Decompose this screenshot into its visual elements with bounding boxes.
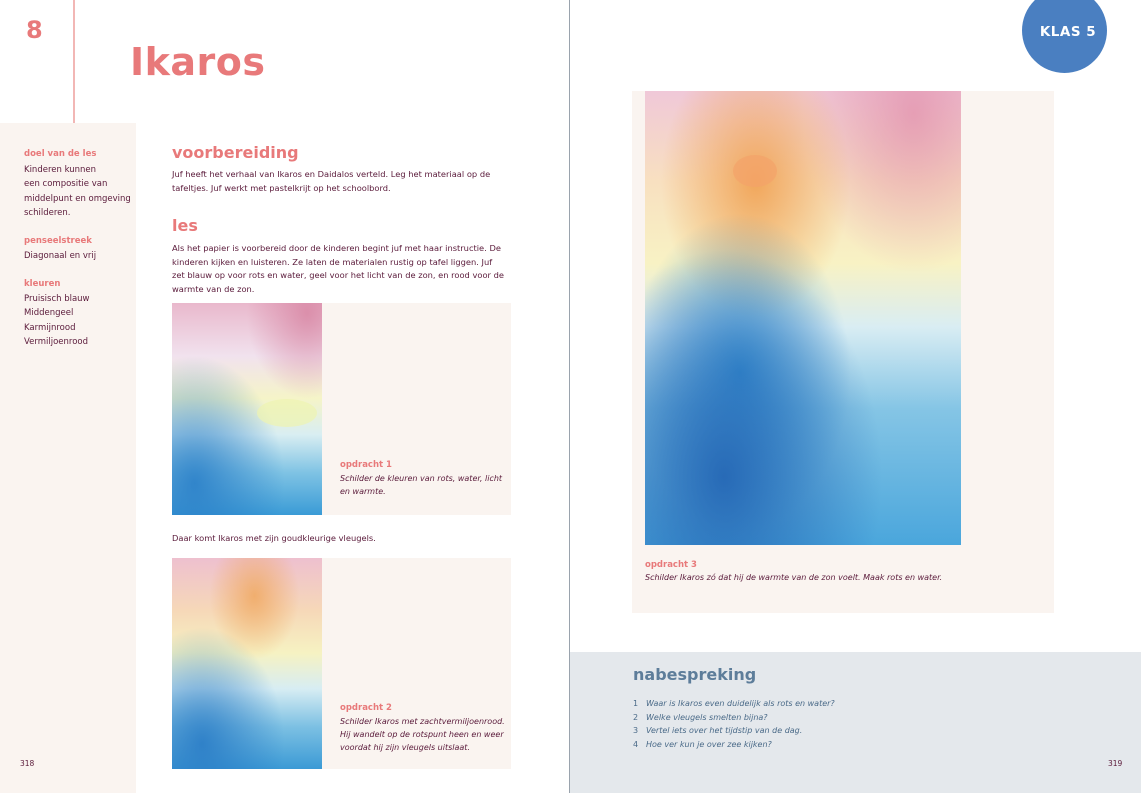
review-question: 3 Vertel iets over het tijdstip van de dag. [633, 726, 803, 735]
chapter-number: 8 [26, 16, 43, 44]
lesson-text: Als het papier is voorbereid door de kinderen begint juf met haar instructie. De kinderen kijken en luisteren. Ze laten de materialen rustig op tafel liggen. Juf zet blauw op voor rots en water, geel voor het licht van de zon, en rood voor de warmte van de zon. [172, 243, 504, 294]
assignment-2-figure [172, 558, 511, 769]
colors-list: Pruisisch blauw Middengeel Karmijnrood Vermiljoenrood [24, 294, 90, 348]
review-heading: nabespreking [633, 665, 757, 684]
watercolor-painting-2 [172, 558, 322, 769]
left-page-number: 318 [20, 759, 35, 768]
goal-text: Kinderen kunnen een compositie van middelpunt en omgeving schilderen. [24, 165, 131, 219]
goal-heading: doel van de les [24, 149, 97, 159]
right-page-number: 319 [1108, 759, 1123, 768]
assignment-3-text: Schilder Ikaros zó dat hij de warmte van de zon voelt. Maak rots en water. [645, 573, 943, 582]
review-question-list [633, 697, 835, 751]
lesson-sidebar [0, 123, 136, 793]
preparation-text: Juf heeft het verhaal van Ikaros en Daidalos verteld. Leg het materiaal op de tafeltjes. Juf werkt met pastelkrijt op het schoolbord. [172, 169, 491, 193]
assignment-1-text: Schilder de kleuren van rots, water, licht en warmte. [340, 474, 503, 496]
assignment-2-heading: opdracht 2 [340, 703, 392, 713]
colors-heading: kleuren [24, 279, 61, 289]
lesson-heading: les [172, 216, 198, 235]
assignment-2-text: Schilder Ikaros met zachtvermiljoenrood. Hij wandelt op de rotspunt heen en weer voordat hij zijn vleugels uitslaat. [340, 717, 505, 752]
chapter-divider-line [73, 0, 75, 123]
transition-text: Daar komt Ikaros met zijn goudkleurige vleugels. [172, 533, 376, 543]
assignment-3-heading: opdracht 3 [645, 560, 697, 570]
page-title: Ikaros [130, 40, 266, 84]
watercolor-painting-3 [645, 91, 961, 545]
assignment-1-heading: opdracht 1 [340, 460, 392, 470]
brush-text: Diagonaal en vrij [24, 251, 97, 261]
review-question: 1 Waar is Ikaros even duidelijk als rots en water? [633, 699, 835, 708]
brush-heading: penseelstreek [24, 236, 92, 246]
preparation-heading: voorbereiding [172, 143, 299, 162]
assignment-1-figure [172, 303, 511, 515]
review-question: 2 Welke vleugels smelten bijna? [633, 712, 768, 722]
review-question: 4 Hoe ver kun je over zee kijken? [633, 739, 772, 749]
class-badge-label: KLAS 5 [1039, 24, 1097, 40]
watercolor-painting-1 [172, 303, 322, 515]
